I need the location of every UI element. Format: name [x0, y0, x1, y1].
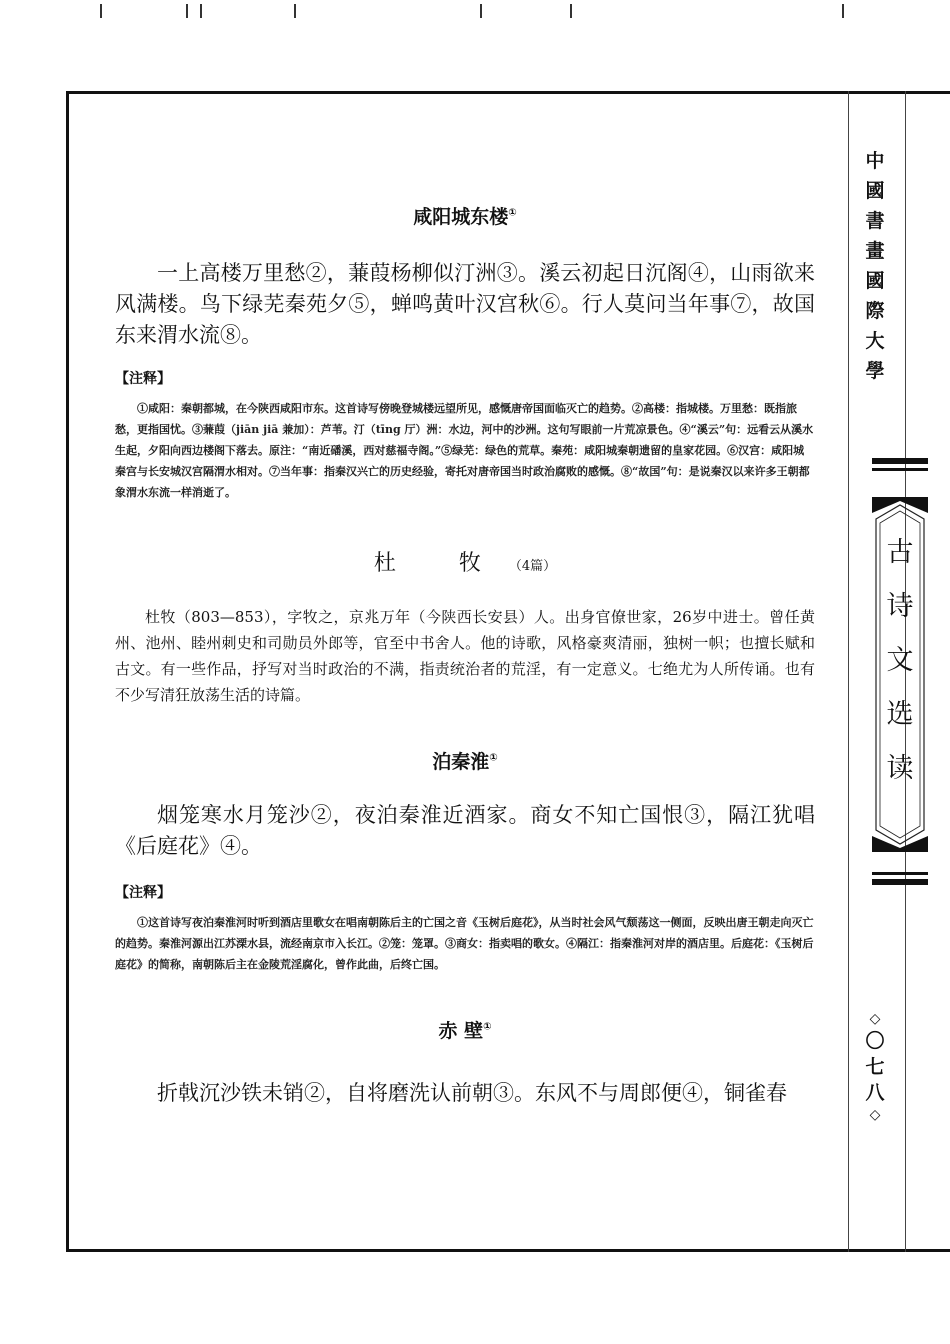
notes-boqinhuai: ①这首诗写夜泊秦淮河时听到酒店里歌女在唱南朝陈后主的亡国之音《玉树后庭花》，从当时社会风气颓荡这一侧面，反映出唐王朝走向灭亡的趋势。秦淮河源出江苏溧水县，流经南京市入长江。②笼：笼罩。③商女：指卖唱的歌女。④隔江：指秦淮河对岸的酒店里。后庭花：《玉树后庭花》的简称，南朝陈后主在金陵荒淫腐化，曾作此曲，后终亡国。	[115, 916, 814, 971]
author-name: 杜 牧	[373, 551, 509, 576]
bottom-band-rule	[872, 879, 928, 885]
page-number-char: 八	[865, 1082, 885, 1104]
diamond-icon: ◇	[869, 1011, 881, 1027]
bottom-band-rule-thin	[872, 872, 928, 875]
poem-title-chibi	[115, 1016, 815, 1043]
publisher-char: 學	[865, 360, 885, 382]
publisher-char: 國	[865, 270, 885, 292]
book-title-char: 读	[886, 753, 914, 784]
page-number-char: 七	[865, 1056, 885, 1078]
poem-title-text: 泊秦淮	[432, 751, 490, 773]
publisher-char: 國	[865, 180, 885, 202]
top-band-rule	[872, 458, 928, 464]
publisher-char: 書	[865, 210, 885, 232]
book-title-char: 诗	[886, 591, 914, 622]
publisher-char: 中	[865, 150, 885, 172]
notes-label: 【注释】	[115, 885, 171, 901]
poem-body-xianyang: 一上高楼万里愁②，蒹葭杨柳似汀洲③。溪云初起日沉阁④，山雨欲来风满楼。鸟下绿芜秦苑夕⑤，蝉鸣黄叶汉宫秋⑥。行人莫问当年事⑦，故国东来渭水流⑧。	[115, 261, 815, 347]
book-title-char: 选	[886, 699, 914, 730]
poem-body-boqinhuai: 烟笼寒水月笼沙②，夜泊秦淮近酒家。商女不知亡国恨③，隔江犹唱《后庭花》④。	[115, 803, 815, 858]
edge-marks	[0, 0, 950, 22]
poem-title-boqinhuai	[115, 747, 815, 774]
book-title-char: 古	[886, 537, 914, 568]
diamond-icon: ◇	[869, 1107, 881, 1123]
poem-title-text: 赤 壁	[438, 1020, 484, 1042]
notes-xianyang: ①咸阳：秦朝都城，在今陕西咸阳市东。这首诗写傍晚登城楼远望所见，感慨唐帝国面临灭亡的趋势。②高楼：指城楼。万里愁：既指旅愁，更指国忧。③蒹葭（jiān jiā 兼加）：芦苇。汀（tīng 厅）洲：水边，河中的沙洲。这句写眼前一片荒凉景色。④“溪云”句：远看云从溪水生起，夕阳向西边楼阁下落去。原注：“南近磻溪，西对慈福寺阁。”⑤绿芜：绿色的荒草。秦苑：咸阳城秦朝遗留的皇家花园。⑥汉宫：咸阳城秦宫与长安城汉宫隔渭水相对。⑦当年事：指秦汉兴亡的历史经验，寄托对唐帝国当时政治腐败的感慨。⑧“故国”句：是说秦汉以来许多王朝都象渭水东流一样消逝了。	[115, 402, 814, 499]
book-title	[870, 537, 930, 785]
footnote-marker: ①	[489, 752, 498, 764]
book-title-char: 文	[886, 645, 914, 676]
poem-title-text: 咸阳城东楼	[413, 206, 509, 228]
column-divider	[848, 91, 849, 1252]
top-band-rule-thin	[872, 468, 928, 471]
book-title-box	[870, 497, 930, 852]
footnote-marker: ①	[508, 207, 517, 219]
page-number-char: 〇	[865, 1030, 885, 1052]
publisher-char: 際	[865, 300, 885, 322]
publisher-char: 畫	[865, 240, 885, 262]
notes-label: 【注释】	[115, 371, 171, 387]
publisher-label	[860, 150, 890, 382]
poem-body-chibi: 折戟沉沙铁未销②，自将磨洗认前朝③。东风不与周郎便④，铜雀春	[157, 1081, 787, 1105]
page-number	[860, 1010, 890, 1124]
footnote-marker: ①	[483, 1021, 492, 1033]
author-bio: 杜牧（803—853），字牧之，京兆万年（今陕西长安县）人。出身官僚世家，26岁中进士。曾任黄州、池州、睦州刺史和司勋员外郎等，官至中书舍人。他的诗歌，风格豪爽清丽，独树一帜；也擅长赋和古文。有一些作品，抒写对当时政治的不满，指责统治者的荒淫，有一定意义。七绝尤为人所传诵。也有不少写清狂放荡生活的诗篇。	[115, 608, 815, 704]
author-work-count: （4篇）	[508, 559, 557, 574]
publisher-char: 大	[865, 330, 885, 352]
author-heading	[115, 546, 815, 577]
poem-title-xianyang	[115, 202, 815, 229]
